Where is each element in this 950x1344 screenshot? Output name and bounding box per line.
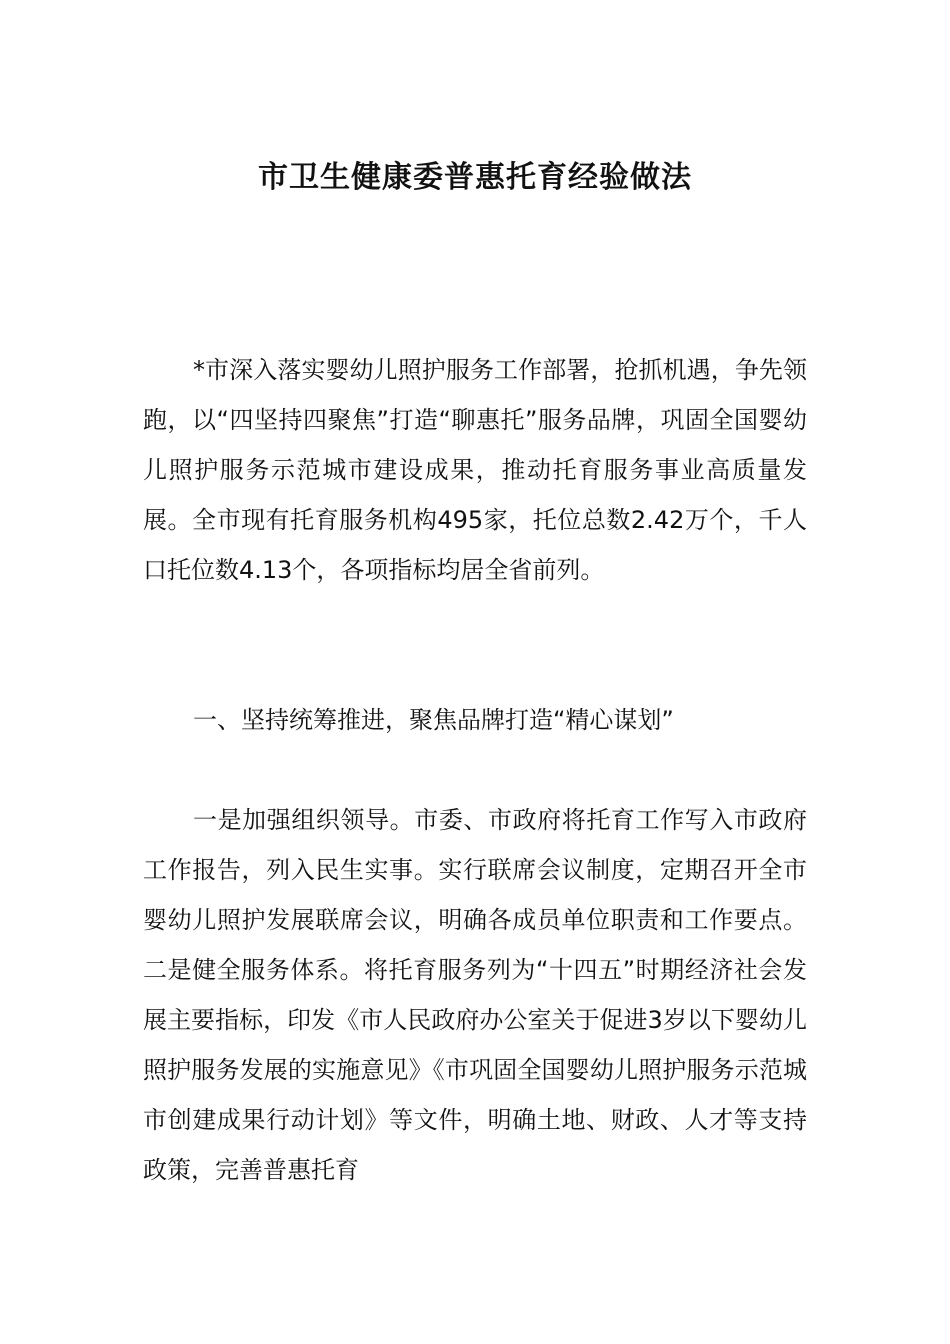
- document-title: 市卫生健康委普惠托育经验做法: [258, 160, 692, 195]
- body-paragraph: 一是加强组织领导。市委、市政府将托育工作写入市政府工作报告，列入民生实事。实行联席会议制度，定期召开全市婴幼儿照护发展联席会议，明确各成员单位职责和工作要点。二是健全服务体系。将托育服务列为“十四五”时期经济社会发展主要指标，印发《市人民政府办公室关于促进3岁以下婴幼儿照护服务发展的实施意见》《市巩固全国婴幼儿照护服务示范城市创建成果行动计划》等文件，明确土地、财政、人才等支持政策，完善普惠托育: [143, 806, 807, 1184]
- intro-paragraph: *市深入落实婴幼儿照护服务工作部署，抢抓机遇，争先领跑，以“四坚持四聚焦”打造“聊惠托”服务品牌，巩固全国婴幼儿照护服务示范城市建设成果，推动托育服务事业高质量发展。全市现有托育服务机构495家，托位总数2.42万个，千人口托位数4.13个，各项指标均居全省前列。: [143, 356, 807, 584]
- section-heading: 一、坚持统筹推进，聚焦品牌打造“精心谋划”: [193, 706, 674, 734]
